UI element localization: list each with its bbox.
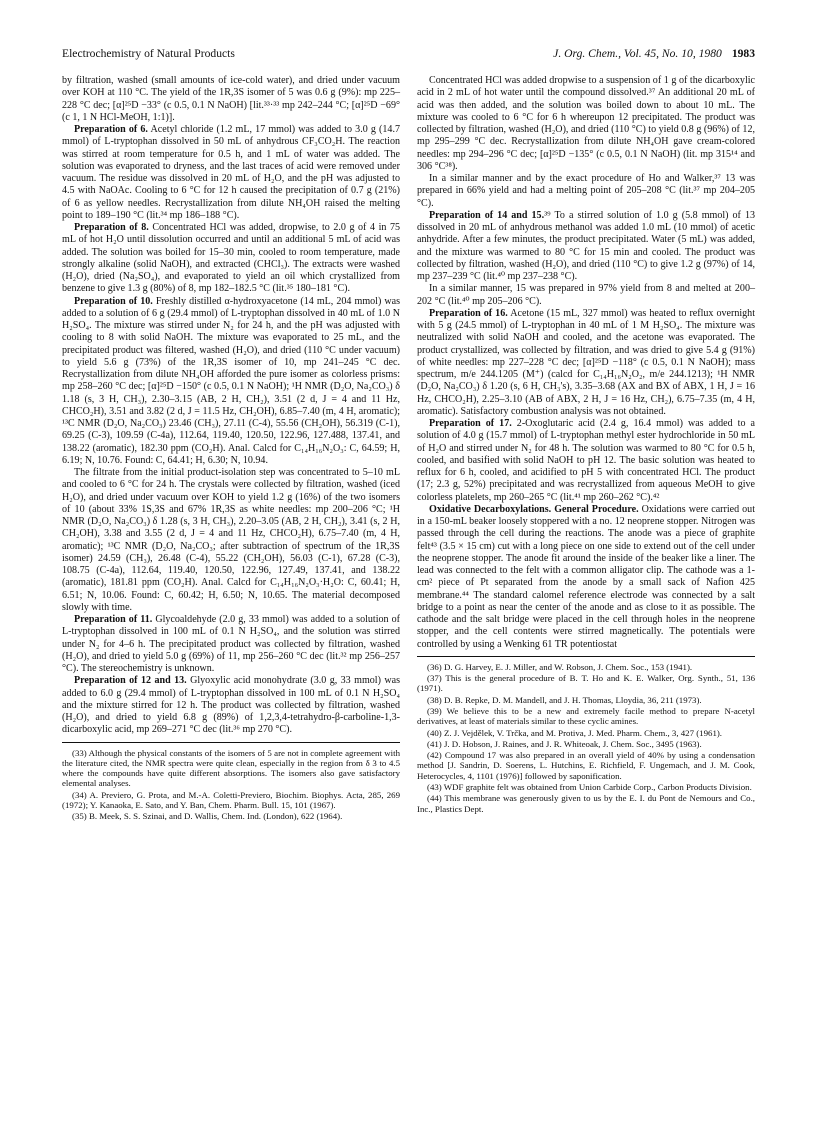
- footnote: (38) D. B. Repke, D. M. Mandell, and J. H. Thomas, Lloydia, 36, 211 (1973).: [427, 694, 702, 705]
- footnote: (40) Z. J. Vejdělek, V. Trčka, and M. Protiva, J. Med. Pharm. Chem., 3, 427 (1961).: [427, 727, 723, 738]
- footnote: (43) WDF graphite felt was obtained from Union Carbide Corp., Carbon Products Division.: [427, 782, 752, 793]
- footnote: (44) This membrane was generously given to us by the E. I. du Pont de Nemours and Co., Inc., Plastics Dept.: [417, 793, 755, 814]
- section-heading: Preparation of 12 and 13.: [74, 675, 187, 687]
- paragraph-body: 2-Oxoglutaric acid (2.4 g, 16.4 mmol) was added to a solution of 4.0 g (15.7 mmol) of L-tryptophan methyl ester hydrochloride in 50 mL of H₂O and stirred under N₂ for 48 h. The solution was warmed to 80 °C for 0.5 h, cooled, and basified with solid NaOH to pH 12. The basic solution was heated to reflux for 6 h, cooled, and acidified to pH 5 with concentrated HCl. The product (17; 2.3 g, 52%) precipitated and was recrystallized from aqueous MeOH to give colorless platelets, mp 260–265 °C (lit.⁴¹ mp 260–262 °C).⁴²: [417, 418, 755, 503]
- paragraph-body: Acetyl chloride (1.2 mL, 17 mmol) was added to 3.0 g (14.7 mmol) of L-tryptophan dissolved in 50 mL of anhydrous CF₃CO₂H. The reaction was stirred at room temperature for 0.5 h, and 1 mL of water was added. The solution was evaporated to dryness, and the last traces of acid were removed under vacuum. The residue was dissolved in 20 mL of H₂O, and the pH was adjusted to 4.5 with NaOAc. Cooling to 6 °C for 12 h caused the precipitation of 0.7 g (21%) of 6 as yellow needles. Recrystallization from dilute NH₄OH raised the melting point to 189–190 °C (lit.³⁴ mp 186–188 °C).: [62, 124, 400, 221]
- footnote-divider: [417, 656, 755, 657]
- paragraph-body: ³⁹ To a stirred solution of 1.0 g (5.8 mmol) of 13 dissolved in 20 mL of anhydrous methanol was added 1.0 mL (10 mmol) of acetic anhydride. After a few minutes, the product precipitated. Water (5 mL) was added, and the mixture was warmed to 80 °C for 15 min and cooled. The product was collected by filtration, washed (H₂O), and dried (110 °C) to give 1.2 g (97%) of 14, mp 237–239 °C (lit.⁴⁰ mp 237–238 °C).: [417, 209, 755, 282]
- footnote: (39) We believe this to be a new and extremely facile method to prepare N-acetyl derivatives, at least of materials similar to these cyclic amines.: [417, 705, 755, 727]
- paragraph-body: Oxidations were carried out in a 150-mL beaker loosely stoppered with a no. 12 neoprene stopper. Nitrogen was passed through the cell during the reactions. The anode was a piece of graphite felt⁴³ (3.5 × 15 cm) cut with a long piece on one side to extend out of the cell under the neoprene stopper. The anode fit around the inside of the beaker like a liner. The lead was connected to the felt with a common alligator clip. The cathode was a 1-cm² piece of Pt separated from the anode by a small sack of Nafion 425 membrane.⁴⁴ The standard calomel reference electrode was connected by a salt bridge to a point as near the center of the anode and as close to it as possible. The cathode and the salt bridge were placed in the cell through holes in the neoprene stopper, and the cell contents were stirred magnetically. The potentials were controlled by using a Wenking 61 TR potentiostat: [417, 503, 755, 650]
- journal-name: J. Org. Chem., Vol. 45, No. 10, 1980: [553, 47, 722, 60]
- journal-citation: [553, 47, 755, 60]
- paragraph: [62, 296, 400, 468]
- paragraph-body: Glyoxylic acid monohydrate (3.0 g, 33 mmol) was added to 6.0 g (29.4 mmol) of L-tryptophan dissolved in 100 mL of 0.1 N H₂SO₄ and the mixture stirred for 12 h. The product was collected by filtration, washed (H₂O), and dried to yield 6.8 g (89%) of 1,2,3,4-tetrahydro-β-carboline-1,3-dicarboxylic acid, mp 269–271 °C dec (lit.³⁶ mp 270 °C).: [62, 675, 401, 736]
- section-heading: Preparation of 6.: [74, 124, 148, 135]
- footnote: (37) This is the general procedure of B. T. Ho and K. E. Walker, Org. Synth., 51, 136 (1971).: [417, 673, 755, 694]
- paragraph: [62, 614, 400, 675]
- paragraph: [417, 504, 755, 651]
- paragraph-body: Freshly distilled α-hydroxyacetone (14 mL, 204 mmol) was added to a solution of 6 g (29.4 mmol) of L-tryptophan dissolved in 40 mL of 1.0 N H₂SO₄. The mixture was stirred under N₂ for 24 h, and the pH was adjusted with cooling to 8 with solid NaOH. The mixture was evaporated to 25 mL, and the precipitated product was filtered, washed (H₂O), and dried (110 °C under vacuum) to yield 5.6 g (73%) of the 1R,3S isomer of 10, mp 241–245 °C dec. Recrystallization from dilute NH₄OH afforded the pure isomer as colorless prisms: mp 258–260 °C dec; [α]²⁵D −150° (c 0.5, 0.1 N NaOH); ¹H NMR (D₂O, Na₂CO₃) δ 1.18 (s, 3 H, CH₃), 2.30–3.15 (AB, 2 H, CH₂), 3.51 (2 d, J = 4 and 11 Hz, CHCO₂H), 3.51 and 3.82 (2 d, J = 11.5 Hz, CH₂OH), 6.85–7.40 (m, 4 H, aromatic); ¹³C NMR (D₂O, Na₂CO₃) 23.46 (CH₃), 27.11 (C-4), 55.56 (CH₂OH), 56.319 (C-1), 69.25 (C-3), 109.59 (C-4a), 112.64, 119.40, 120.50, 122.96, 127.488, 137.41, and 138.22 (aromatic), 182.30 ppm (CO₂H). Anal. Calcd for C₁₄H₁₆N₂O₃: C, 64.59; H, 6.19; N, 10.76. Found: C, 64.41; H, 6.30; N, 10.94.: [62, 295, 400, 466]
- paragraph: by filtration, washed (small amounts of ice-cold water), and dried under vacuum over KOH at 110 °C. The yield of the 1R,3S isomer of 5 was 0.6 g (9%): mp 225–228 °C dec; [α]²⁵D −33° (c 0.5, 0.1 N NaOH) [lit.³³·³³ mp 242–244 °C; [α]²⁵D −69° (c 1, 1 N HCl-MeOH, 1:1)].: [62, 75, 400, 123]
- paragraph-body: Concentrated HCl was added, dropwise, to 2.0 g of 4 in 75 mL of hot H₂O until dissolution occurred and until an additional 5 mL of acid was added. The solution was boiled for 15–30 min, cooled to room temperature, made strongly alkaline (solid NaOH), and extracted (CHCl₃). The extracts were washed (H₂O), dried (Na₂SO₄), and evaporated to yield an oil which crystallized from benzene to give 1.3 g (80%) of 8, mp 182–182.5 °C (lit.³⁵ 180–181 °C).: [62, 222, 400, 295]
- footnote: (36) D. G. Harvey, E. J. Miller, and W. Robson, J. Chem. Soc., 153 (1941).: [427, 661, 693, 672]
- footnote-divider: [62, 742, 400, 743]
- paragraph: In a similar manner and by the exact procedure of Ho and Walker,³⁷ 13 was prepared in 66% yield and had a melting point of 205–208 °C (lit.³⁷ mp 204–205 °C).: [417, 173, 755, 209]
- right-column: [417, 75, 755, 815]
- left-column: [62, 75, 400, 823]
- footnote: (35) B. Meek, S. S. Szinai, and D. Wallis, Chem. Ind. (London), 622 (1964).: [72, 811, 343, 822]
- page-number: 1983: [731, 47, 755, 60]
- paragraph: [62, 675, 400, 736]
- paragraph-body: Acetone (15 mL, 327 mmol) was heated to reflux overnight with 5 g (24.5 mmol) of L-tryptophan in 40 mL of 1 M H₂SO₄. The mixture was neutralized with solid NaOH and cooled, and the acetone was evaporated. The product crystallized, was collected by filtration, and was dried to give 5.4 g (91%) of white needles: mp 227–228 °C dec; [α]²⁵D −118° (c 0.5, 0.1 N NaOH); mass spectrum, m/e 244.1205 (M⁺) (calcd for C₁₄H₁₆N₂O₂, m/e 244.1213); ¹H NMR (D₂O, Na₂CO₃) δ 1.20 (s, 6 H, CH₃'s), 3.35–3.68 (AX and BX of ABX, 1 H, J = 16 Hz, CHCO₂H), 2.25–3.10 (AB of ABX, 2 H, J = 16 Hz, CH₂), 6.75–7.35 (m, 4 H, aromatic). Satisfactory combustion analysis was not obtained.: [417, 307, 756, 417]
- footnotes: [62, 748, 400, 822]
- section-heading: Preparation of 8.: [74, 222, 149, 233]
- paragraph: [62, 222, 400, 296]
- paragraph: [417, 210, 755, 284]
- section-heading: Preparation of 11.: [74, 614, 153, 625]
- paragraph: Concentrated HCl was added dropwise to a suspension of 1 g of the dicarboxylic acid in 2 mL of hot water until the compound dissolved.³⁷ An additional 20 mL of acid was then added, and the solution was boiled down to about 10 mL. The mixture was cooled to 6 °C for 6 h whereupon 12 precipitated. The product was collected by filtration, washed (H₂O), and dried (110 °C) to yield 0.8 g (96%) of 12, mp 295–299 °C dec. Recrystallization from dilute NH₄OH gave cream-colored needles: mp 294–296 °C dec; [α]²⁵D −135° (c 0.5, 0.1 N NaOH) (lit. mp 315¹⁴ and 306 °C³⁸).: [417, 75, 755, 172]
- paragraph: In a similar manner, 15 was prepared in 97% yield from 8 and melted at 200–202 °C (lit.⁴⁰ mp 205–206 °C).: [417, 283, 755, 307]
- paragraph: The filtrate from the initial product-isolation step was concentrated to 5–10 mL and cooled to 6 °C for 24 h. The crystals were collected by filtration, washed (iced H₂O), and dried under vacuum over KOH to yield 1.2 g (16%) of the two isomers of 10 (about 33% 1S,3S and 67% 1R,3S as white needles: mp 200–206 °C; ¹H NMR (D₂O, Na₂CO₃) δ 1.28 (s, 3 H, CH₃), 2.20–3.05 (AB, 2 H, CH₂), 3.41 (s, 2 H, CH₂OH), 3.38 and 3.55 (2 d, J = 4 and 11 Hz, CHCO₂H), 6.75–7.40 (m, 4 H, aromatic); ¹³C NMR (D₂O, Na₂CO₃; after subtraction of spectrum of the 1R,3S isomer) 24.59 (CH₃), 26.48 (C-4), 55.22 (CH₂OH), 56.03 (C-1), 67.28 (C-3), 108.75 (C-4a), 112.64, 119.40, 120.50, 122.96, 127.49, 137.41, and 138.22 (aromatic), 181.81 ppm (CO₂H). Anal. Calcd for C₁₄H₁₆N₂O₃·H₂O: C, 60.41; H, 6.51; N, 10.06. Found: C, 60.42; H, 6.50; N, 10.65. The material decomposed slowly with time.: [62, 467, 400, 613]
- paragraph: [417, 308, 755, 418]
- section-heading: Oxidative Decarboxylations. General Procedure.: [429, 503, 639, 515]
- footnote: (34) A. Previero, G. Prota, and M.-A. Coletti-Previero, Biochim. Biophys. Acta, 285, 269 (1972); Y. Kanaoka, E. Sato, and Y. Ban, Chem. Pharm. Bull. 15, 101 (1967).: [62, 789, 400, 810]
- section-heading: Preparation of 14 and 15.: [429, 209, 545, 221]
- footnotes: [417, 662, 755, 814]
- footnote: (33) Although the physical constants of the isomers of 5 are not in complete agreement with the literature cited, the NMR spectra were quite clean, especially in the region from δ 3 to 4.5 where the compounds have quite different absorptions. The isomers also gave satisfactory elemental analyses.: [62, 747, 400, 789]
- section-heading: Preparation of 10.: [74, 295, 153, 307]
- footnote: (41) J. D. Hobson, J. Raines, and J. R. Whiteoak, J. Chem. Soc., 3495 (1963).: [427, 738, 702, 749]
- section-heading: Preparation of 17.: [429, 418, 512, 429]
- paragraph: [62, 124, 400, 222]
- running-title: Electrochemistry of Natural Products: [62, 47, 235, 60]
- paragraph-body: Glycoaldehyde (2.0 g, 33 mmol) was added to a solution of L-tryptophan dissolved in 100 mL of 0.1 N H₂SO₄, and the solution was stirred under N₂ for 4–6 h. The precipitated product was collected by filtration, washed (H₂O), and dried to yield 5.0 g (69%) of 11, mp 256–260 °C dec (lit.³² mp 256–257 °C). The stereochemistry is unknown.: [62, 614, 400, 674]
- section-heading: Preparation of 16.: [429, 307, 508, 319]
- paragraph: [417, 418, 755, 504]
- running-header: [62, 47, 755, 63]
- footnote: (42) Compound 17 was also prepared in an overall yield of 40% by using a condensation method [J. Sandrin, D. Soerens, L. Hutchins, E. Richfield, F. Ungemach, and J. M. Cook, Heterocycles, 4, 1101 (1976)] followed by saponification.: [417, 750, 755, 781]
